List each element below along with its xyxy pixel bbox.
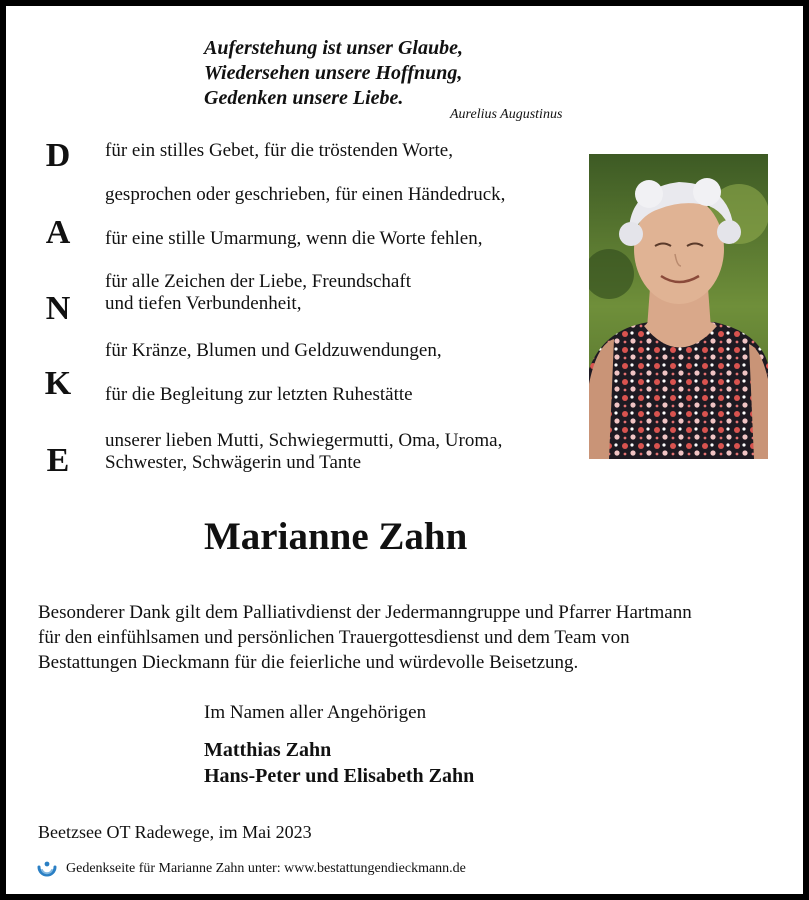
- thanks-line: für die Begleitung zur letzten Ruhestätte: [105, 384, 413, 405]
- danke-letter: E: [46, 442, 70, 479]
- special-thanks-line: für den einfühlsamen und persönlichen Trauergottesdienst und dem Team von: [38, 627, 630, 648]
- thanks-line: für alle Zeichen der Liebe, Freundschaft: [105, 271, 411, 292]
- behalf-text: Im Namen aller Angehörigen: [204, 702, 427, 723]
- danke-letter: A: [45, 214, 71, 251]
- signatories: [204, 737, 474, 789]
- portrait-photo: [589, 154, 768, 459]
- special-thanks: [38, 600, 692, 675]
- portrait-illustration: [589, 154, 768, 459]
- footer-text: Gedenkseite für Marianne Zahn unter: www.bestattungendieckmann.de: [66, 861, 466, 876]
- quote-line: Auferstehung ist unser Glaube,: [204, 37, 463, 59]
- thanks-line: Schwester, Schwägerin und Tante: [105, 452, 362, 473]
- deceased-name: Marianne Zahn: [204, 515, 468, 558]
- quote-author: Aurelius Augustinus: [450, 107, 563, 122]
- footer: [36, 858, 466, 880]
- thanks-line: unserer lieben Mutti, Schwiegermutti, Oma, Uroma,: [105, 430, 503, 451]
- thanks-line: für ein stilles Gebet, für die tröstenden Worte,: [105, 140, 453, 161]
- thanks-line: für eine stille Umarmung, wenn die Worte fehlen,: [105, 228, 483, 249]
- quote-line: Gedenken unsere Liebe.: [204, 87, 404, 109]
- danke-letter: D: [45, 137, 71, 174]
- quote: [204, 36, 463, 111]
- place-date: Beetzsee OT Radewege, im Mai 2023: [38, 822, 312, 842]
- thanks-line: für Kränze, Blumen und Geldzuwendungen,: [105, 340, 442, 361]
- memorial-logo-icon: [36, 858, 58, 880]
- signatory: Matthias Zahn: [204, 739, 332, 761]
- danke-letter: N: [45, 290, 71, 327]
- thanks-line: gesprochen oder geschrieben, für einen Händedruck,: [105, 184, 506, 205]
- special-thanks-line: Besonderer Dank gilt dem Palliativdienst der Jedermanngruppe und Pfarrer Hartmann: [38, 602, 692, 623]
- signatory: Hans-Peter und Elisabeth Zahn: [204, 765, 475, 787]
- special-thanks-line: Bestattungen Dieckmann für die feierliche und würdevolle Beisetzung.: [38, 652, 579, 673]
- quote-line: Wiedersehen unsere Hoffnung,: [204, 62, 463, 84]
- danke-letter: K: [44, 365, 72, 402]
- thanks-line: und tiefen Verbundenheit,: [105, 293, 302, 314]
